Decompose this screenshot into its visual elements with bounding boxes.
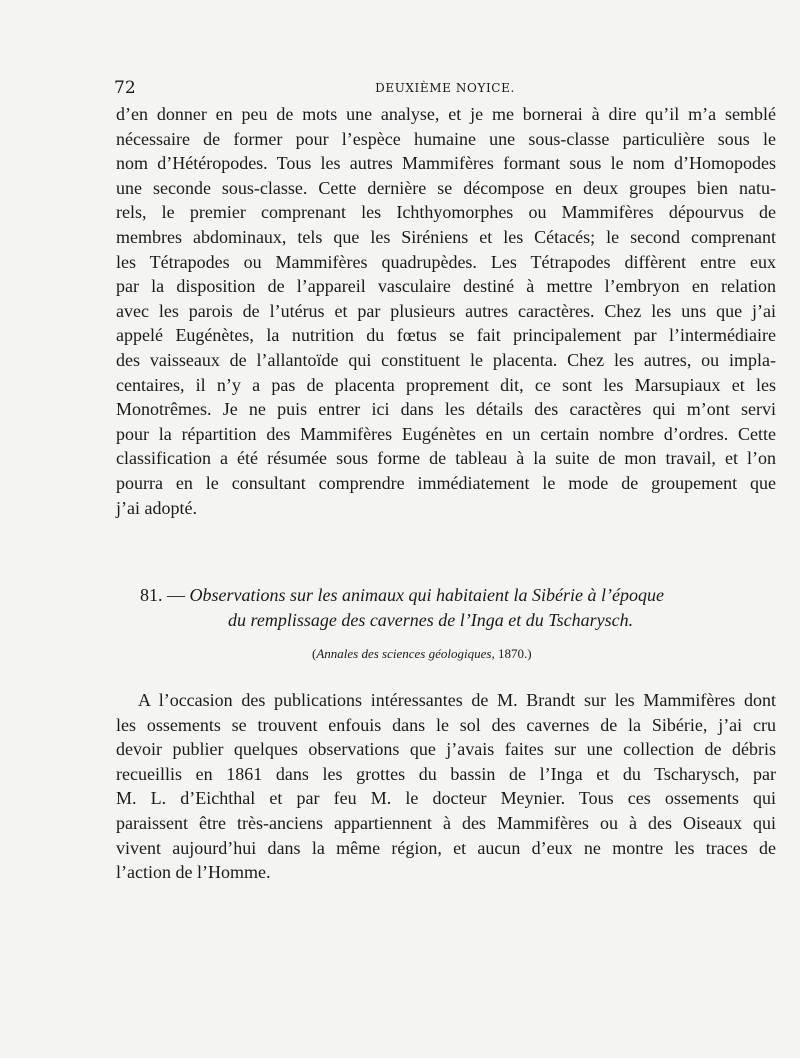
text-line: Monotrêmes. Je ne puis entrer ici dans les détails des caractères qui m’ont servi: [116, 399, 776, 420]
text-line: d’en donner en peu de mots une analyse, et je me bornerai à dire qu’il m’a semblé: [116, 104, 776, 124]
text-line: paraissent être très-anciens appartiennent à des Mammifères ou à des Oiseaux qui: [116, 812, 776, 833]
running-head: DEUXIÈME NOYICE.: [375, 81, 515, 95]
text-line: nom d’Hétéropodes. Tous les autres Mammifères formant sous le nom d’Homopodes: [116, 153, 776, 174]
text-line: devoir publier quelques observations que j’avais faites sur une collection de débris: [116, 739, 776, 760]
text-line: membres abdominaux, tels que les Siréniens et les Cétacés; le second comprenant: [116, 226, 776, 247]
section-heading-line1: [140, 583, 740, 608]
text-line: A l’occasion des publications intéressantes de M. Brandt sur les Mammifères dont: [138, 690, 776, 710]
text-line: les Tétrapodes ou Mammifères quadrupèdes. Les Tétrapodes diffèrent entre eux: [116, 251, 776, 272]
text-line: appelé Eugénètes, la nutrition du fœtus se fait principalement par l’intermédiaire: [116, 325, 776, 346]
paragraph-siberia: [116, 688, 776, 885]
text-line: avec les parois de l’utérus et par plusieurs autres caractères. Chez les uns que j’ai: [116, 300, 776, 321]
citation-year: 1870.): [494, 646, 532, 661]
text-line: centaires, il n’y a pas de placenta proprement dit, ce sont les Marsupiaux et les: [116, 374, 776, 395]
text-line: nécessaire de former pour l’espèce humaine une sous-classe particulière sous le: [116, 128, 776, 149]
text-line: l’action de l’Homme.: [116, 862, 271, 883]
text-line: des vaisseaux de l’allantoïde qui constituent le placenta. Chez les autres, ou impla-: [116, 349, 776, 370]
section-heading: [140, 583, 740, 633]
text-line: par la disposition de l’appareil vasculaire destiné à mettre l’embryon en relation: [116, 276, 776, 297]
text-line: rels, le premier comprenant les Ichthyomorphes ou Mammifères dépourvus de: [116, 202, 776, 223]
section-number: 81. —: [140, 585, 185, 605]
section-title-part1: Observations sur les animaux qui habitaient la Sibérie à l’époque: [189, 585, 664, 605]
text-line: une seconde sous-classe. Cette dernière se décompose en deux groupes bien natu-: [116, 177, 776, 198]
text-line: recueillis en 1861 dans les grottes du bassin de l’Inga et du Tscharysch, par: [116, 763, 776, 784]
text-line: vivent aujourd’hui dans la même région, et aucun d’eux ne montre les traces de: [116, 837, 776, 858]
text-line: pourra en le consultant comprendre immédiatement le mode de groupement que: [116, 472, 776, 493]
text-line: pour la répartition des Mammifères Eugénètes en un certain nombre d’ordres. Cette: [116, 423, 776, 444]
text-line: les ossements se trouvent enfouis dans le sol des cavernes de la Sibérie, j’ai cru: [116, 714, 776, 735]
citation: [312, 646, 532, 662]
citation-journal: Annales des sciences géologiques,: [316, 646, 495, 661]
citation-open: (: [312, 646, 317, 661]
section-title-part2: du remplissage des cavernes de l’Inga et du Tscharysch.: [228, 610, 634, 630]
page-number: 72: [114, 78, 136, 98]
page-header: [114, 78, 776, 100]
text-line: classification a été résumée sous forme de tableau à la suite de mon travail, et l’on: [116, 448, 776, 469]
paragraph-classification: [116, 102, 776, 520]
text-line: M. L. d’Eichthal et par feu M. le docteur Meynier. Tous ces ossements qui: [116, 788, 776, 809]
text-line: j’ai adopté.: [116, 497, 197, 518]
